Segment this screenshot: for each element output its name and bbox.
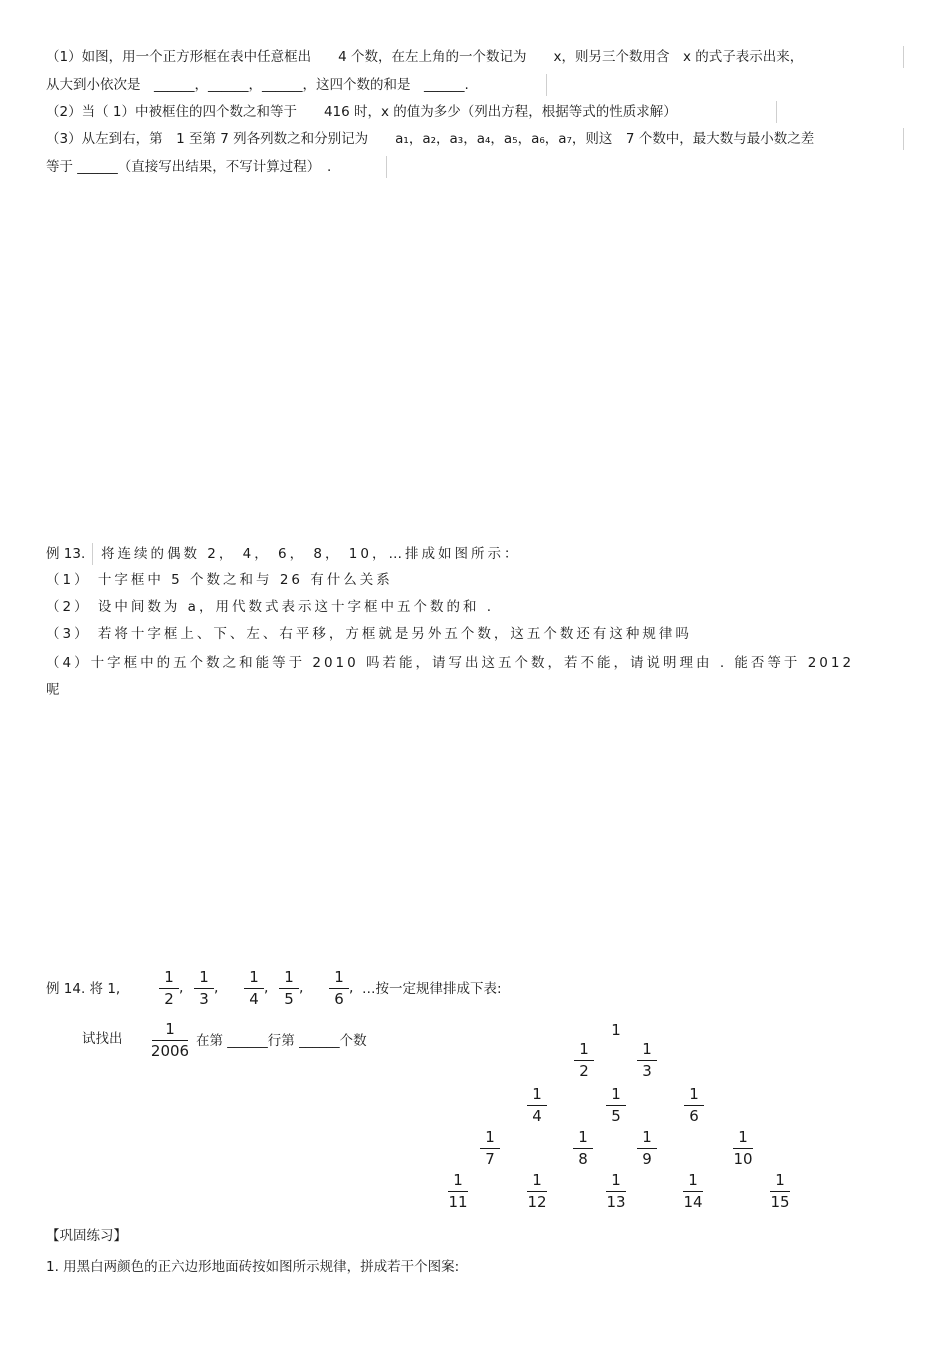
comma: , <box>264 980 269 996</box>
question-part3-line1: （3）从左到右，第 1 至第 7 列各列数之和分别记为 a₁，a₂，a₃，a₄，a₅，a₆，a₇，则这 7 个数中，最大数与最小数之差 <box>46 131 815 147</box>
question-part3-line2: 等于 ______（直接写出结果，不写计算过程） . <box>46 159 332 175</box>
example-14-ask-suffix: 在第 ______行第 ______个数 <box>196 1033 367 1049</box>
question-part1-line2: 从大到小依次是 ______，______，______，这四个数的和是 ______. <box>46 77 469 93</box>
triangle-fraction: 1 11 <box>448 1171 468 1211</box>
triangle-fraction: 1 8 <box>561 1128 605 1169</box>
triangle-fraction: 1 6 <box>672 1085 716 1126</box>
margin-mark <box>92 543 93 565</box>
example-13-title: 例 13. <box>46 546 86 562</box>
comma: , <box>179 980 184 996</box>
question-part2: （2）当（ 1）中被框住的四个数之和等于 416 时，x 的值为多少（列出方程，根据等式的性质求解） <box>46 104 677 120</box>
triangle-fraction: 1 4 <box>515 1085 559 1126</box>
margin-mark <box>546 74 547 96</box>
comma: , <box>299 980 304 996</box>
triangle-fraction: 1 7 <box>468 1128 512 1169</box>
triangle-fraction: 1 14 <box>683 1171 703 1211</box>
margin-mark <box>386 156 387 178</box>
triangle-fraction: 1 2 <box>562 1040 606 1081</box>
sequence-fraction: 1 2 <box>147 968 191 1009</box>
margin-mark <box>776 101 777 123</box>
example-13-q4-end: 呢 <box>46 682 60 698</box>
triangle-row1-item: 1 <box>611 1021 621 1039</box>
triangle-fraction: 1 3 <box>625 1040 669 1081</box>
example-14-title: 例 14. 将 1, <box>46 981 121 997</box>
triangle-fraction: 1 12 <box>527 1171 547 1211</box>
example-14-sequence-tail: …按一定规律排成下表: <box>362 981 502 997</box>
question-part1-line1: （1）如图，用一个正方形框在表中任意框出 4 个数，在左上角的一个数记为 x，则另三个数用含 x 的式子表示出来， <box>46 49 804 65</box>
comma: , <box>214 980 219 996</box>
sequence-fraction: 1 5 <box>267 968 311 1009</box>
practice-heading: 【巩固练习】 <box>46 1228 127 1244</box>
target-fraction: 1 2006 <box>150 1020 190 1060</box>
margin-mark <box>903 46 904 68</box>
sequence-fraction: 1 6 <box>317 968 361 1009</box>
triangle-fraction: 1 5 <box>594 1085 638 1126</box>
sequence-fraction: 1 4 <box>232 968 276 1009</box>
sequence-fraction: 1 3 <box>182 968 226 1009</box>
example-13-q1: （1） 十字框中 5 个数之和与 26 有什么关系 <box>46 572 393 588</box>
triangle-fraction: 1 15 <box>770 1171 790 1211</box>
triangle-fraction: 1 10 <box>733 1128 753 1168</box>
example-13-q2: （2） 设中间数为 a，用代数式表示这十字框中五个数的和 . <box>46 599 495 615</box>
practice-item-1: 1. 用黑白两颜色的正六边形地面砖按如图所示规律，拼成若干个图案: <box>46 1259 460 1275</box>
example-13-q4: （4）十字框中的五个数之和能等于 2010 吗若能，请写出这五个数，若不能，请说明理由 . 能否等于 2012 <box>46 655 855 671</box>
triangle-fraction: 1 13 <box>606 1171 626 1211</box>
example-14-ask-prefix: 试找出 <box>82 1031 123 1047</box>
comma: , <box>349 980 354 996</box>
margin-mark <box>903 128 904 150</box>
example-13-intro: 将连续的偶数 2， 4， 6， 8， 10，…排成如图所示： <box>101 546 521 562</box>
triangle-fraction: 1 9 <box>625 1128 669 1169</box>
example-13-q3: （3） 若将十字框上、下、左、右平移，方框就是另外五个数，这五个数还有这种规律吗 <box>46 626 692 642</box>
